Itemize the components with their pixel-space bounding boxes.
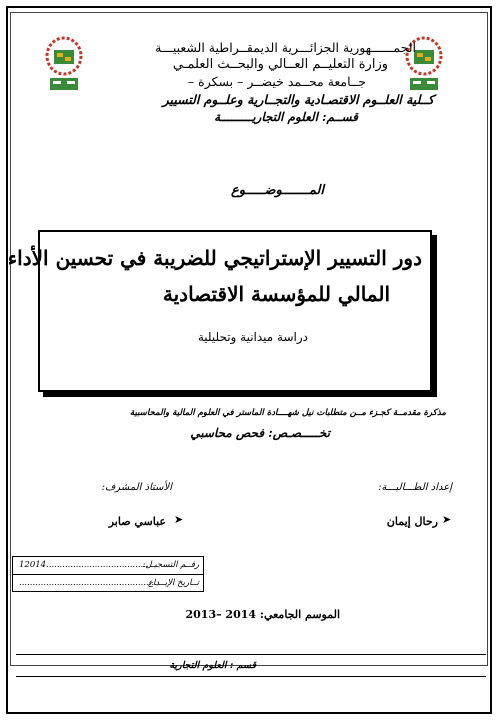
footer-top-rule <box>16 654 486 655</box>
students-label: إعداد الطـــالبـــة: <box>378 482 452 493</box>
academic-year <box>185 608 340 621</box>
footer-department: قسم : العلوم التجارية <box>169 660 256 671</box>
memo-line: مذكرة مقدمــة كجـزء مــن متطلبات نيل شهــــادة الماستر في العلوم المالية والمحاسبية <box>129 408 446 418</box>
header-university: جــامعة محــمد خيضــر – بسكرة – <box>187 74 366 89</box>
footer-bottom-rule <box>16 676 486 677</box>
deposit-date-label: تــاريخ الإيــداع <box>147 578 199 588</box>
registration-number-label: رقــم التسجيـل: <box>142 560 199 570</box>
student-name: رحال إيمان <box>386 515 438 528</box>
specialization-line: تخـــــصـص: فحص محاسبي <box>190 426 330 440</box>
subject-label: المـــــــوضـــــوع <box>230 183 324 198</box>
title-subtitle: دراسة ميدانية وتحليلية <box>197 330 308 344</box>
deposit-date-value: ................................................... <box>19 578 157 588</box>
header-department: قســم: العلوم التجاريـــــــــة <box>214 110 358 124</box>
header-faculty: كــلية العلــوم الاقتصـادية والتجــارية وعلــوم التسيير <box>162 92 434 107</box>
deposit-date-row <box>13 575 203 593</box>
academic-year-label: الموسم الجامعي: <box>259 608 340 621</box>
registration-box <box>12 556 204 592</box>
registration-number-row <box>13 557 203 575</box>
registration-number-value: 12014....................................... <box>19 560 152 570</box>
academic-year-value: 2013– 2014 <box>185 608 257 621</box>
header-republic: الجمــــــهورية الجزائـــرية الديمقــراطية الشعبيـــة <box>155 40 416 55</box>
university-logo-left-icon <box>44 34 84 94</box>
title-line-1: دور التسيير الإستراتيجي للضريبة في تحسين الأداء <box>7 246 422 270</box>
title-box <box>7 230 432 392</box>
student-bullet-icon: ➤ <box>442 513 452 526</box>
title-line-2: المالي للمؤسسة الاقتصادية <box>162 282 390 306</box>
supervisor-name: عباسي صابر <box>108 515 166 528</box>
supervisor-bullet-icon: ➤ <box>174 513 184 526</box>
header-ministry: وزارة التعليــم العــالي والبحــث العلمـي <box>172 57 388 72</box>
supervisor-label: الأستاذ المشرف: <box>101 482 172 493</box>
